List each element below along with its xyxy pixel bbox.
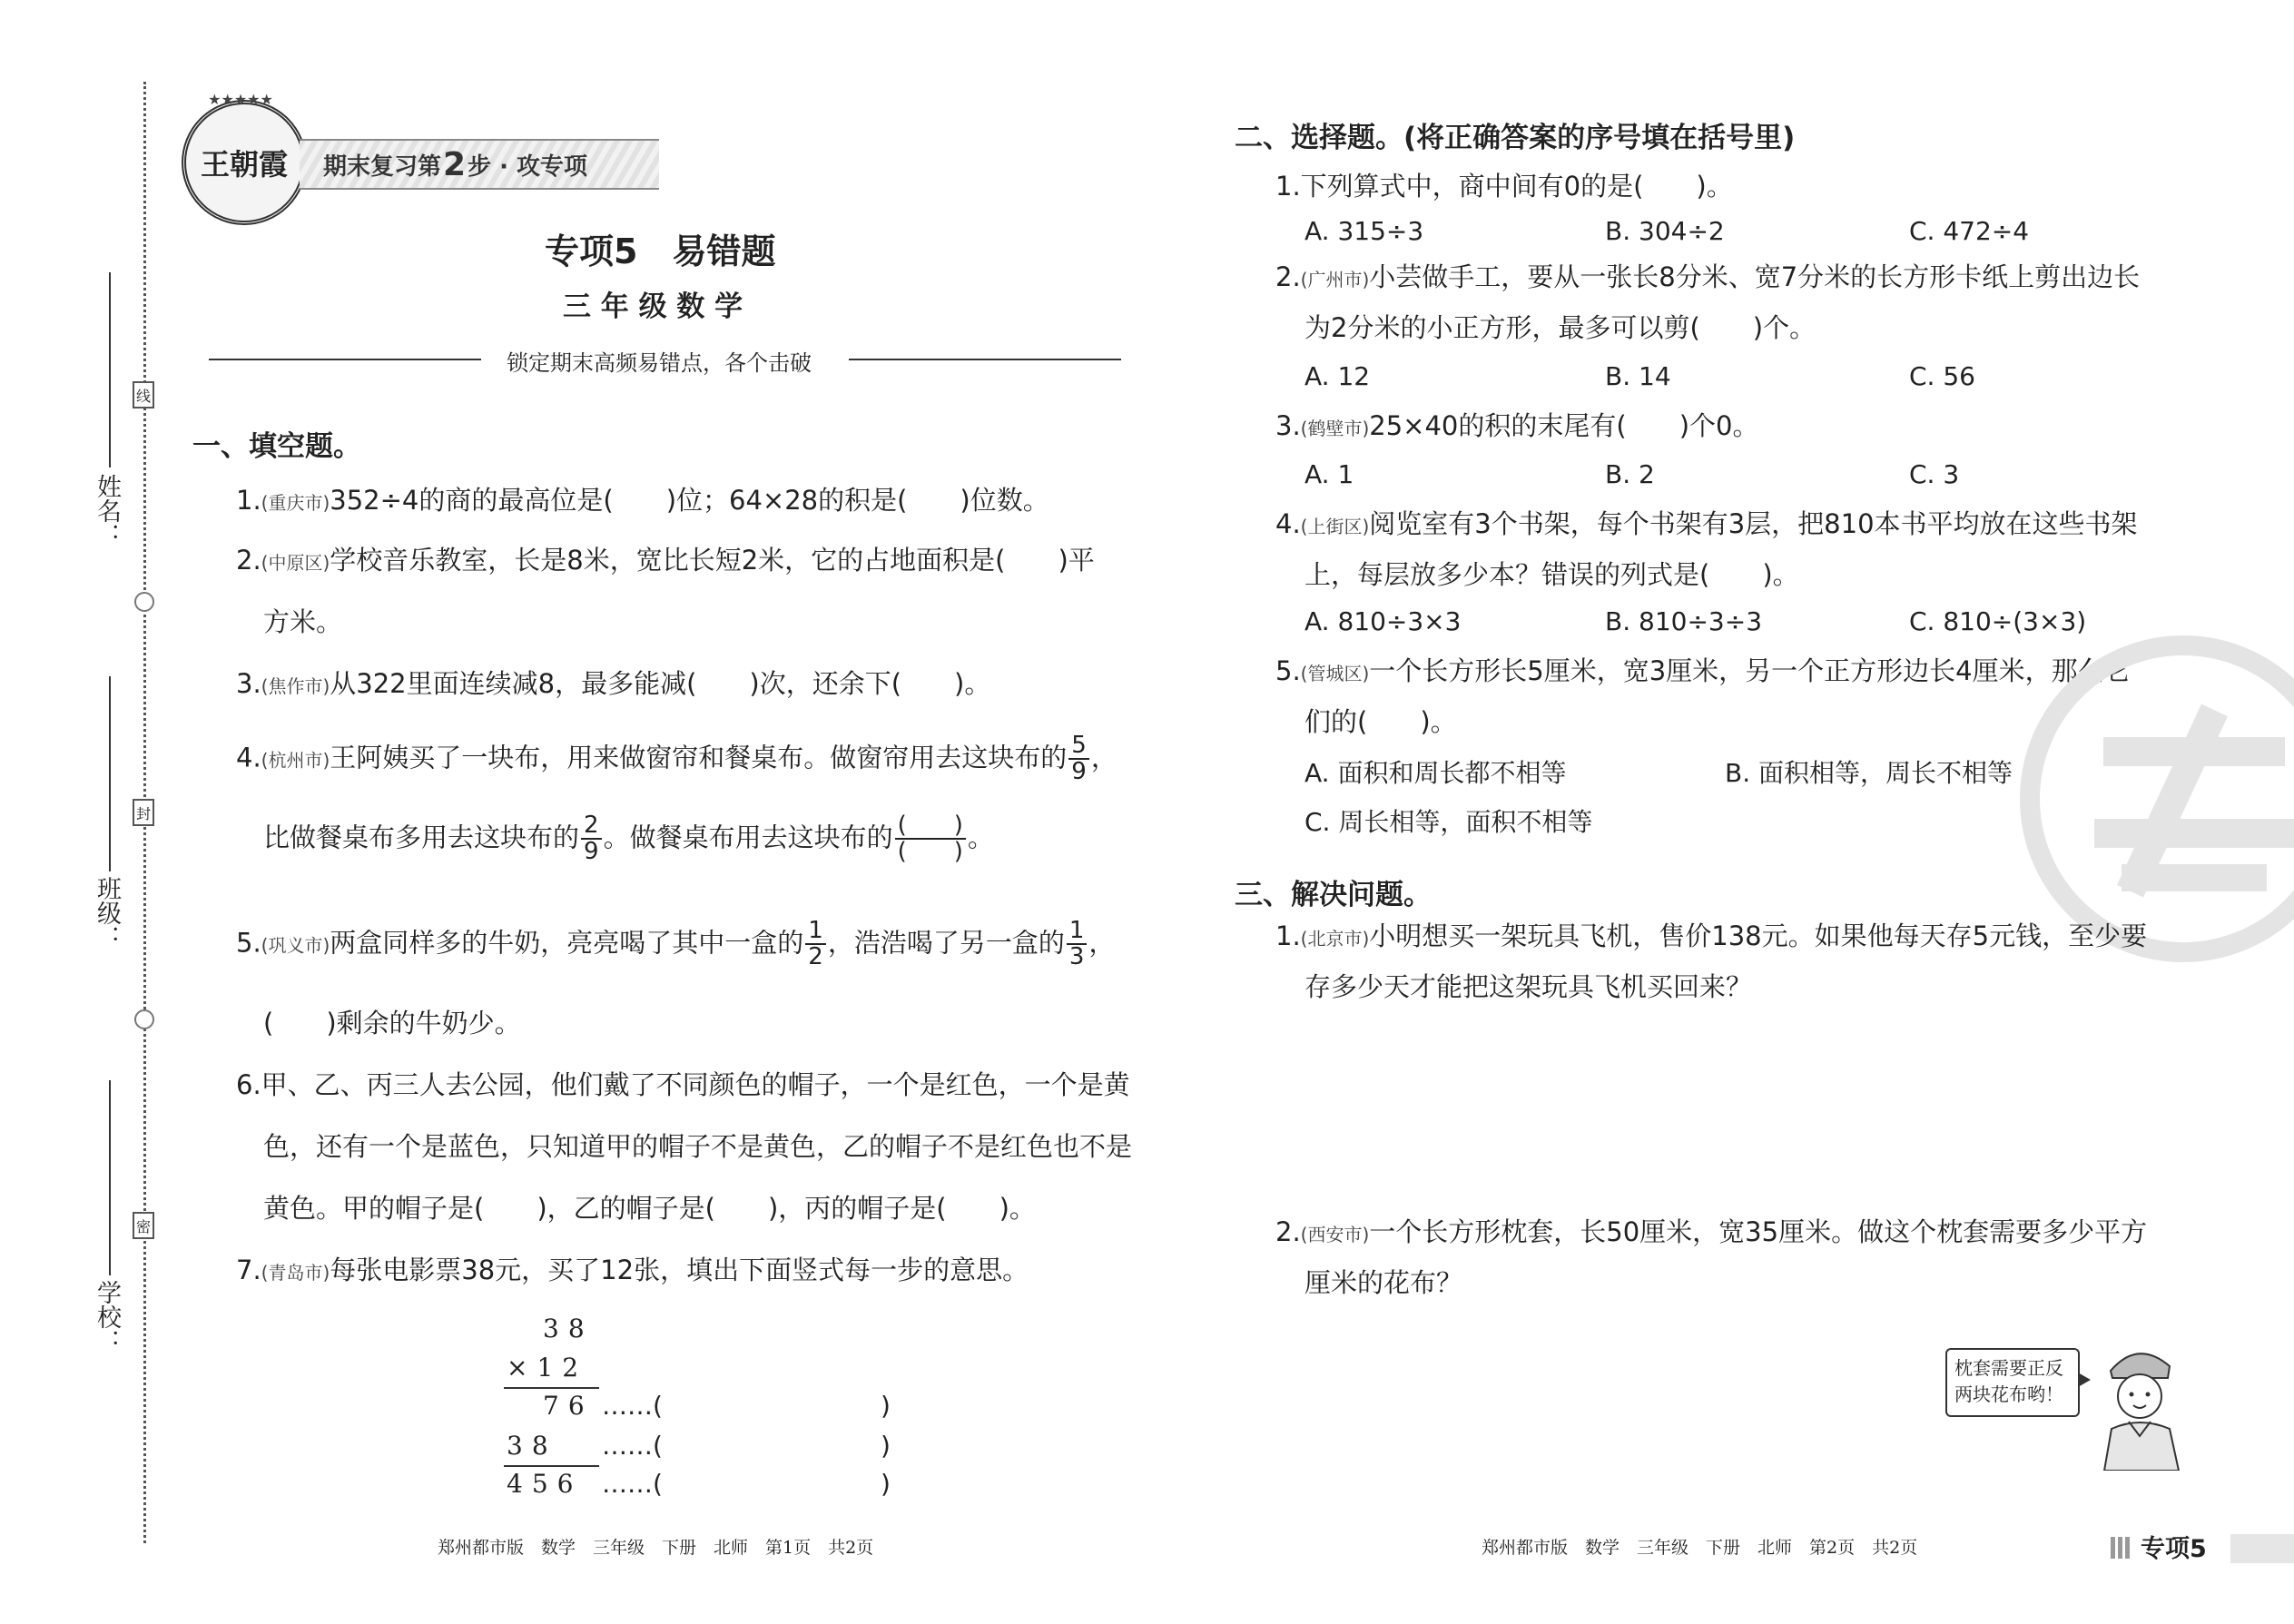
step-suffix: 步 · 攻专项 bbox=[468, 153, 588, 181]
option-b[interactable]: B. 2 bbox=[1605, 459, 1655, 489]
calc-step-close: ) bbox=[881, 1391, 891, 1421]
fraction: $\frac{2}{9}$ bbox=[581, 813, 602, 865]
option-b[interactable]: B. 810÷3÷3 bbox=[1605, 606, 1763, 636]
name-field[interactable] bbox=[109, 272, 111, 468]
fill-question-5: 5.(巩义市)两盒同样多的牛奶，亮亮喝了其中一盒的 $\frac{1}{2}$ ，浩浩喝了另一盒的 $\frac{1}{3}$ ， bbox=[236, 917, 1116, 971]
step-prefix: 期末复习第 bbox=[323, 153, 442, 181]
page-subtitle: 三 年 级 数 学 bbox=[563, 290, 743, 323]
calc-rule bbox=[504, 1387, 599, 1389]
fill-question-1: 1.(重庆市)352÷4的商的最高位是( )位；64×28的积是( )位数。 bbox=[236, 485, 1049, 516]
choice-question-4-cont: 上，每层放多少本？错误的列式是( )。 bbox=[1305, 559, 1799, 590]
hint-line-2: 两块花布哟！ bbox=[1954, 1383, 2063, 1405]
logo-text: 王朝霞 bbox=[200, 147, 288, 182]
page-title: 专项5 易错题 bbox=[545, 231, 776, 271]
fill-question-2-cont: 方米。 bbox=[263, 606, 343, 637]
wangzhaoxia-logo bbox=[182, 100, 307, 225]
option-b[interactable]: B. 面积相等，周长不相等 bbox=[1725, 758, 2013, 788]
option-c[interactable]: C. 810÷(3×3) bbox=[1909, 606, 2087, 636]
school-label: 学校： bbox=[93, 1280, 121, 1353]
divider-left bbox=[209, 359, 481, 360]
answer-area[interactable] bbox=[1305, 1021, 2194, 1194]
cut-char-feng: 封 bbox=[133, 799, 154, 826]
crown-stars-icon: ★★★★★ bbox=[208, 91, 273, 108]
option-c[interactable]: C. 3 bbox=[1909, 459, 1960, 489]
punch-hole-icon bbox=[134, 1009, 154, 1029]
punch-hole-icon bbox=[134, 592, 154, 612]
section2-title: 二、选择题。(将正确答案的序号填在括号里) bbox=[1235, 122, 1796, 154]
fill-question-4-cont: 比做餐桌布多用去这块布的 $\frac{2}{9}$ 。做餐桌布用去这块布的 $\frac{( )}{( )}$ 。 bbox=[263, 812, 994, 866]
fill-question-6-cont2: 黄色。甲的帽子是( )，乙的帽子是( )，丙的帽子是( )。 bbox=[263, 1193, 1036, 1224]
calc-step-dots: ……( bbox=[602, 1469, 663, 1499]
calc-line-2: ×12 bbox=[507, 1353, 588, 1383]
tagline: 锁定期末高频易错点，各个击破 bbox=[507, 350, 812, 376]
divider-right bbox=[849, 359, 1121, 360]
class-label: 班级： bbox=[93, 876, 121, 950]
option-c[interactable]: C. 472÷4 bbox=[1909, 216, 2030, 246]
option-a[interactable]: A. 面积和周长都不相等 bbox=[1305, 758, 1567, 788]
cut-char-mi: 密 bbox=[133, 1212, 154, 1239]
choice-question-1: 1.下列算式中，商中间有0的是( )。 bbox=[1275, 171, 1733, 202]
calc-step-dots: ……( bbox=[602, 1431, 663, 1461]
choice-question-4: 4.(上街区)阅览室有3个书架，每个书架有3层，把810本书平均放在这些书架 bbox=[1275, 508, 2138, 539]
fraction: $\frac{1}{2}$ bbox=[805, 919, 826, 970]
fill-question-7: 7.(青岛市)每张电影票38元，买了12张，填出下面竖式每一步的意思。 bbox=[236, 1255, 1029, 1285]
problem-2-cont: 厘米的花布？ bbox=[1305, 1267, 1463, 1298]
step-banner bbox=[300, 139, 659, 190]
fill-question-3: 3.(焦作市)从322里面连续减8，最多能减( )次，还余下( )。 bbox=[236, 668, 991, 699]
footer-right: 郑州都市版 数学 三年级 下册 北师 第2页 共2页 bbox=[1482, 1538, 1918, 1558]
choice-question-5-cont: 们的( )。 bbox=[1305, 706, 1457, 737]
option-b[interactable]: B. 14 bbox=[1605, 361, 1671, 391]
option-a[interactable]: A. 1 bbox=[1305, 459, 1354, 489]
option-b[interactable]: B. 304÷2 bbox=[1605, 216, 1725, 246]
answer-area[interactable] bbox=[1305, 1316, 1885, 1498]
calc-rule bbox=[504, 1465, 599, 1467]
option-a[interactable]: A. 810÷3×3 bbox=[1305, 606, 1462, 636]
calc-line-5: 456 bbox=[507, 1469, 583, 1499]
footer-left: 郑州都市版 数学 三年级 下册 北师 第1页 共2页 bbox=[438, 1538, 874, 1558]
section1-title: 一、填空题。 bbox=[192, 430, 361, 463]
answer-fraction-blank[interactable]: $\frac{( )}{( )}$ bbox=[895, 813, 966, 865]
calc-line-3: 76 bbox=[543, 1391, 594, 1421]
step-number: 2 bbox=[443, 145, 467, 183]
calc-step-close: ) bbox=[881, 1431, 891, 1461]
teacher-character-icon bbox=[2088, 1334, 2188, 1471]
choice-question-2: 2.(广州市)小芸做手工，要从一张长8分米、宽7分米的长方形卡纸上剪出边长 bbox=[1275, 261, 2141, 292]
fill-question-2: 2.(中原区)学校音乐教室，长是8米，宽比长短2米，它的占地面积是( )平 bbox=[236, 545, 1095, 576]
problem-1-cont: 存多少天才能把这架玩具飞机买回来？ bbox=[1305, 971, 1753, 1002]
fraction: $\frac{1}{3}$ bbox=[1067, 919, 1088, 970]
problem-2: 2.(西安市)一个长方形枕套，长50厘米，宽35厘米。做这个枕套需要多少平方 bbox=[1275, 1216, 2148, 1247]
corner-bar bbox=[2230, 1534, 2294, 1563]
corner-pattern-icon bbox=[2111, 1537, 2132, 1559]
class-field[interactable] bbox=[109, 676, 111, 871]
name-label: 姓名： bbox=[93, 474, 121, 547]
fill-question-4: 4.(杭州市)王阿姨买了一块布，用来做窗帘和餐桌布。做窗帘用去这块布的 $\frac{5}{9}$ ， bbox=[236, 732, 1117, 786]
problem-1: 1.(北京市)小明想买一架玩具飞机，售价138元。如果他每天存5元钱，至少要 bbox=[1275, 920, 2148, 951]
fill-question-6: 6.甲、乙、丙三人去公园，他们戴了不同颜色的帽子，一个是红色，一个是黄 bbox=[236, 1069, 1130, 1100]
fill-question-6-cont: 色，还有一个是蓝色，只知道甲的帽子不是黄色，乙的帽子不是红色也不是 bbox=[263, 1131, 1133, 1162]
calc-line-4: 38 bbox=[507, 1431, 557, 1461]
fraction: $\frac{5}{9}$ bbox=[1068, 733, 1089, 785]
calc-step-close: ) bbox=[881, 1469, 891, 1499]
option-a[interactable]: A. 12 bbox=[1305, 361, 1371, 391]
option-c[interactable]: C. 56 bbox=[1909, 361, 1975, 391]
hint-line-1: 枕套需要正反 bbox=[1954, 1357, 2063, 1379]
choice-question-5: 5.(管城区)一个长方形长5厘米，宽3厘米，另一个正方形边长4厘米，那么它 bbox=[1275, 655, 2131, 686]
option-c[interactable]: C. 周长相等，面积不相等 bbox=[1305, 807, 1593, 837]
cut-char-xian: 线 bbox=[133, 381, 154, 408]
hint-bubble bbox=[1945, 1348, 2080, 1417]
school-field[interactable] bbox=[109, 1080, 111, 1275]
corner-label: 专项5 bbox=[2141, 1535, 2207, 1563]
section3-title: 三、解决问题。 bbox=[1235, 879, 1432, 911]
option-a[interactable]: A. 315÷3 bbox=[1305, 216, 1424, 246]
choice-question-3: 3.(鹤壁市)25×40的积的末尾有( )个0。 bbox=[1275, 410, 1759, 441]
fill-question-5-cont: ( )剩余的牛奶少。 bbox=[263, 1008, 521, 1038]
calc-line-1: 38 bbox=[543, 1314, 594, 1343]
choice-question-2-cont: 为2分米的小正方形，最多可以剪( )个。 bbox=[1305, 312, 1816, 343]
calc-step-dots: ……( bbox=[602, 1391, 663, 1421]
